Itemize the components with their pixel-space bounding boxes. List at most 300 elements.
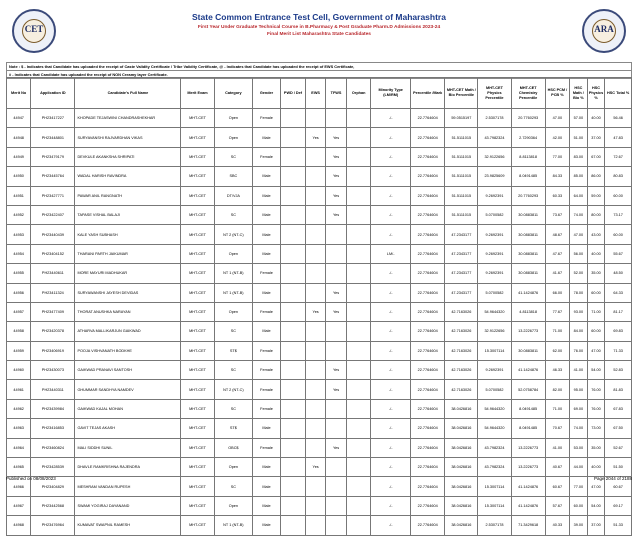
table-cell: 73.17 (605, 205, 632, 224)
table-cell: 71.3429618 (511, 516, 545, 535)
table-cell: Female (253, 147, 281, 166)
table-cell: MORE MAYURI MADHUKAR (75, 264, 181, 283)
table-cell: 44966 (7, 477, 31, 496)
table-cell: Yes (326, 361, 347, 380)
table-cell: 60.00 (570, 496, 588, 515)
table-cell: Yes (326, 438, 347, 457)
page-number: Page 2044 of 2188 (593, 476, 632, 481)
table-cell: 54.00 (587, 361, 605, 380)
table-cell: 51.5111015 (445, 167, 478, 186)
table-cell (347, 438, 371, 457)
table-cell (306, 244, 326, 263)
table-cell (347, 264, 371, 283)
table-cell: -/- (371, 264, 411, 283)
table-cell: 47.00 (570, 225, 588, 244)
table-cell: Female (253, 109, 281, 128)
table-cell: SURYAWANSHI JAYESH DEVIDAS (75, 283, 181, 302)
table-cell: Open (214, 128, 253, 147)
table-cell: Yes (306, 128, 326, 147)
table-cell (347, 322, 371, 341)
table-cell: 9.2692391 (478, 225, 511, 244)
table-cell: 15.3007114 (478, 477, 511, 496)
table-cell: THARANI PARTH JAIKUMAR (75, 244, 181, 263)
table-cell: 44954 (7, 244, 31, 263)
table-cell: 15.3007114 (478, 341, 511, 360)
table-cell: DHAVLE RAMKRISHNA RAJENDRA (75, 458, 181, 477)
table-cell: DT/VJA (214, 186, 253, 205)
table-cell: SURYAVANSHI RAJVARDHAN VIKAS (75, 128, 181, 147)
table-cell: -/- (371, 361, 411, 380)
table-cell: Open (214, 302, 253, 321)
table-cell: -/- (371, 109, 411, 128)
table-cell (306, 264, 326, 283)
table-row (7, 458, 632, 477)
page-header (0, 0, 638, 70)
table-cell: 77.00 (570, 477, 588, 496)
table-cell: 74.00 (570, 419, 588, 438)
table-cell: 41.1424876 (511, 496, 545, 515)
table-cell (306, 109, 326, 128)
merit-list-table (6, 77, 632, 536)
table-cell: 44963 (7, 419, 31, 438)
table-cell: 51.5111015 (445, 205, 478, 224)
table-cell: 47.2343177 (445, 225, 478, 244)
table-cell: Male (253, 128, 281, 147)
table-cell: 38.0426816 (445, 399, 478, 418)
table-cell: 62.00 (545, 341, 569, 360)
table-cell: NT 2 (NT-C) (214, 380, 253, 399)
table-cell: 44965 (7, 458, 31, 477)
table-cell: MESHRAM VANDAN RUPESH (75, 477, 181, 496)
table-cell: MALI SIDDHI SUNIL (75, 438, 181, 457)
table-cell: 41.1424876 (511, 283, 545, 302)
table-cell: 40.33 (545, 516, 569, 535)
table-cell: 54.9644320 (478, 419, 511, 438)
table-cell: Yes (326, 283, 347, 302)
table-cell: NT 2 (NT-C) (214, 225, 253, 244)
table-cell (306, 477, 326, 496)
table-cell: -/- (371, 477, 411, 496)
table-row (7, 361, 632, 380)
table-cell: Yes (306, 458, 326, 477)
table-cell: 22.7764604 (411, 128, 445, 147)
table-cell: 60.00 (587, 283, 605, 302)
table-cell: PH23440611 (31, 264, 75, 283)
table-cell: Male (253, 516, 281, 535)
note-line: # - Indicates that Candidate has uploaded the receipt of NON Creamy layer Certificate. (6, 71, 632, 79)
table-cell: -/- (371, 283, 411, 302)
column-header: HSC Math / Bio % (570, 78, 588, 109)
table-cell (280, 225, 305, 244)
table-cell: Yes (326, 147, 347, 166)
table-cell: 47.00 (587, 341, 605, 360)
table-cell: 60.67 (545, 477, 569, 496)
table-cell: Male (253, 244, 281, 263)
table-cell: MHT-CET (181, 419, 214, 438)
table-cell: 15.3007114 (478, 496, 511, 515)
table-cell: 2.5307178 (478, 109, 511, 128)
table-cell: 43.7982324 (478, 128, 511, 147)
table-cell: 8.8113818 (511, 147, 545, 166)
table-cell: OBC$ (214, 438, 253, 457)
table-cell (306, 322, 326, 341)
table-cell: 67.00 (587, 147, 605, 166)
table-cell (306, 361, 326, 380)
table-cell: 39.00 (570, 516, 588, 535)
table-row (7, 244, 632, 263)
table-cell: 56.46 (605, 109, 632, 128)
page-subtitle-list: Final Merit List Maharashtra State Candidates (267, 32, 371, 37)
table-cell: PH23479179 (31, 147, 75, 166)
table-cell (326, 264, 347, 283)
table-cell: 38.0426816 (445, 419, 478, 438)
table-cell: 20.7760293 (511, 109, 545, 128)
table-cell: Yes (326, 167, 347, 186)
table-cell: 44950 (7, 167, 31, 186)
table-cell: 22.7764604 (411, 496, 445, 515)
table-cell (280, 167, 305, 186)
table-cell: 44967 (7, 496, 31, 515)
table-cell: PH23448801 (31, 128, 75, 147)
table-cell: Yes (326, 302, 347, 321)
table-cell: MHT-CET (181, 147, 214, 166)
table-cell (347, 244, 371, 263)
table-cell: 22.7764604 (411, 516, 445, 535)
table-cell: 5.0700582 (478, 283, 511, 302)
table-cell: KHOPADE TEJASWINI CHANDRASHEKHAR (75, 109, 181, 128)
table-cell: -/- (371, 438, 411, 457)
table-cell (280, 458, 305, 477)
table-cell: 53.00 (570, 438, 588, 457)
table-cell: Male (253, 186, 281, 205)
table-cell: 41.00 (545, 438, 569, 457)
table-cell: 60.00 (605, 225, 632, 244)
table-cell: ST$ (214, 341, 253, 360)
column-header: Minority Type (LM/RM) (371, 78, 411, 109)
table-cell: 22.7764604 (411, 109, 445, 128)
table-cell: PH23430073 (31, 361, 75, 380)
table-cell: 35.00 (587, 264, 605, 283)
table-cell: GHUMMAR SANDHYA NAMDEV (75, 380, 181, 399)
table-cell: 60.00 (587, 322, 605, 341)
table-row (7, 399, 632, 418)
table-cell: 51.5111015 (445, 128, 478, 147)
table-cell: -/- (371, 225, 411, 244)
table-cell: 22.7764604 (411, 361, 445, 380)
table-cell: Male (253, 477, 281, 496)
table-cell: 52.0758784 (511, 380, 545, 399)
table-cell (306, 205, 326, 224)
table-cell: Female (253, 264, 281, 283)
table-cell: PH23404829 (31, 477, 75, 496)
table-cell: 22.7764604 (411, 341, 445, 360)
table-cell: 22.7764604 (411, 302, 445, 321)
table-cell: 44951 (7, 186, 31, 205)
table-cell: 22.7764604 (411, 477, 445, 496)
column-header: MHT-CET Math / Bio Percentile (445, 78, 478, 109)
column-header: MHT-CET Chemistry Percentile (511, 78, 545, 109)
table-cell: -/- (371, 186, 411, 205)
table-cell: 40.00 (587, 458, 605, 477)
table-cell: Female (253, 380, 281, 399)
published-date: Published on 08/08/2023 (6, 476, 56, 481)
table-cell: -/- (371, 167, 411, 186)
table-row (7, 419, 632, 438)
table-cell: PAWAR ANIL RANGNATH (75, 186, 181, 205)
table-cell: 13.2226773 (511, 458, 545, 477)
table-cell: Female (253, 361, 281, 380)
table-cell: PH23476964 (31, 516, 75, 535)
table-cell: 8.0491485 (511, 399, 545, 418)
table-cell (347, 205, 371, 224)
table-cell: MHT-CET (181, 109, 214, 128)
table-cell: 52.67 (605, 438, 632, 457)
table-cell: PH23406919 (31, 341, 75, 360)
table-cell (306, 516, 326, 535)
table-cell: Male (253, 322, 281, 341)
table-cell: 76.00 (570, 341, 588, 360)
table-cell: POOJA VISHVANATH BODKHE (75, 341, 181, 360)
table-cell: ATHARVA MALLIKARJUN GAIKWAD (75, 322, 181, 341)
table-cell: 22.7764604 (411, 419, 445, 438)
table-cell: 9.2692391 (478, 244, 511, 263)
table-cell: 44960 (7, 361, 31, 380)
table-cell: 83.00 (570, 147, 588, 166)
table-cell: 71.00 (545, 399, 569, 418)
table-cell: 22.7764604 (411, 399, 445, 418)
table-cell: 71.00 (587, 302, 605, 321)
table-cell: -/- (371, 496, 411, 515)
table-cell: 84.33 (545, 167, 569, 186)
table-cell: PH23427771 (31, 186, 75, 205)
table-cell (347, 399, 371, 418)
table-cell (306, 225, 326, 244)
table-cell: 66.00 (545, 283, 569, 302)
table-cell: 44968 (7, 516, 31, 535)
table-cell: MHT-CET (181, 322, 214, 341)
note-line: Note : $ - Indicates that Candidate has uploaded the receipt of Caste Validity Certificate / Tribe Validity Certificate, @ - Indicates that Candidate has uploaded the receipt of EWS Certificate, (6, 63, 632, 71)
table-cell: 42.7163026 (445, 341, 478, 360)
table-cell: 52.83 (605, 361, 632, 380)
table-cell (326, 477, 347, 496)
table-cell: 9.2692391 (478, 264, 511, 283)
table-cell: Female (253, 399, 281, 418)
table-cell: 22.7764604 (411, 225, 445, 244)
table-cell: 54.00 (587, 496, 605, 515)
table-cell: -/- (371, 302, 411, 321)
table-cell: 70.67 (545, 419, 569, 438)
column-header: MHT-CET Physics Percentile (478, 78, 511, 109)
table-cell: PH23422407 (31, 205, 75, 224)
table-cell: MHT-CET (181, 496, 214, 515)
table-cell (326, 399, 347, 418)
table-cell: Male (253, 205, 281, 224)
table-cell: ST$ (214, 419, 253, 438)
table-cell: 44955 (7, 264, 31, 283)
table-cell: 22.7764604 (411, 205, 445, 224)
table-cell: 44947 (7, 109, 31, 128)
table-cell: Yes (326, 186, 347, 205)
table-cell: 76.00 (587, 399, 605, 418)
table-cell: MHT-CET (181, 244, 214, 263)
table-cell: Male (253, 167, 281, 186)
table-cell: 22.7764604 (411, 283, 445, 302)
table-cell: 32.9122656 (478, 322, 511, 341)
page-subtitle-course: First Year Under Graduate Technical Course in B.Pharmacy & Post Graduate Pharm.D Admissions 2023-24 (197, 25, 441, 30)
table-cell: -/- (371, 128, 411, 147)
table-cell: 73.00 (587, 419, 605, 438)
table-cell: 47.00 (587, 477, 605, 496)
table-cell (280, 302, 305, 321)
table-cell: MHT-CET (181, 128, 214, 147)
table-cell: -/- (371, 380, 411, 399)
table-cell (347, 283, 371, 302)
table-cell: LM/- (371, 244, 411, 263)
table-cell: Yes (306, 302, 326, 321)
table-cell: -/- (371, 516, 411, 535)
table-cell: 93.00 (570, 302, 588, 321)
table-cell: SC (214, 147, 253, 166)
table-cell: 44964 (7, 438, 31, 457)
table-cell: 95.00 (570, 380, 588, 399)
table-cell (306, 380, 326, 399)
table-row (7, 496, 632, 515)
table-cell: 23.9825609 (478, 167, 511, 186)
table-cell: 22.7764604 (411, 458, 445, 477)
table-cell (326, 458, 347, 477)
table-cell (347, 128, 371, 147)
column-header: Percentile /Mark (411, 78, 445, 109)
table-cell: MHT-CET (181, 167, 214, 186)
column-header: Candidate's Full Name (75, 78, 181, 109)
table-cell: 60.33 (545, 186, 569, 205)
table-cell (280, 147, 305, 166)
table-cell: 32.9122656 (478, 147, 511, 166)
table-cell: 44952 (7, 205, 31, 224)
table-cell: 73.67 (545, 205, 569, 224)
table-cell (306, 399, 326, 418)
table-row (7, 516, 632, 535)
table-cell: SBC (214, 167, 253, 186)
table-cell: GAVIT TEJAS AKASH (75, 419, 181, 438)
table-cell: 5.0700582 (478, 380, 511, 399)
table-cell: 38.0426816 (445, 516, 478, 535)
table-cell: 51.50 (605, 458, 632, 477)
table-row (7, 322, 632, 341)
table-cell (306, 419, 326, 438)
table-cell: 54.9644320 (478, 399, 511, 418)
table-row (7, 341, 632, 360)
table-cell: -/- (371, 341, 411, 360)
table-cell: PH23442568 (31, 496, 75, 515)
table-cell: PH23417227 (31, 109, 75, 128)
table-cell (280, 361, 305, 380)
table-cell: 47.2343177 (445, 244, 478, 263)
table-cell: 4.8113818 (511, 302, 545, 321)
table-cell: MHT-CET (181, 225, 214, 244)
table-cell (280, 438, 305, 457)
table-cell: 59.00 (587, 186, 605, 205)
table-cell: KUMAVAT SWAPNIL RAMESH (75, 516, 181, 535)
table-cell: SC (214, 205, 253, 224)
table-cell: 22.7764604 (411, 167, 445, 186)
table-cell: PH23420378 (31, 322, 75, 341)
table-cell (280, 205, 305, 224)
table-cell (347, 496, 371, 515)
table-cell: PH23440439 (31, 225, 75, 244)
table-cell (347, 419, 371, 438)
table-row (7, 477, 632, 496)
table-cell: 51.33 (605, 516, 632, 535)
table-cell: 2.5307178 (478, 516, 511, 535)
table-cell: Male (253, 419, 281, 438)
table-cell: 47.83 (605, 128, 632, 147)
table-cell: -/- (371, 419, 411, 438)
table-cell: 30.0883811 (511, 264, 545, 283)
table-cell: PH23411324 (31, 283, 75, 302)
table-cell (280, 322, 305, 341)
table-cell: 47.00 (545, 109, 569, 128)
column-header: TFWS (326, 78, 347, 109)
table-cell: 47.2343177 (445, 264, 478, 283)
table-cell (306, 438, 326, 457)
table-cell: 8.0491485 (511, 167, 545, 186)
table-cell (326, 225, 347, 244)
table-cell: 86.00 (587, 167, 605, 186)
table-cell (306, 147, 326, 166)
table-cell (347, 341, 371, 360)
table-cell: 40.00 (587, 109, 605, 128)
table-cell: MHT-CET (181, 186, 214, 205)
table-cell: Open (214, 109, 253, 128)
table-cell (280, 380, 305, 399)
column-header: PWD / Def (280, 78, 305, 109)
table-cell: -/- (371, 322, 411, 341)
table-cell: 43.00 (587, 225, 605, 244)
table-cell: 20.7760293 (511, 186, 545, 205)
table-cell: 41.67 (545, 264, 569, 283)
table-cell: WADAL HARISH RAVINDRA (75, 167, 181, 186)
table-cell: PH23460824 (31, 438, 75, 457)
table-cell (280, 496, 305, 515)
table-cell: GAIKWAD KAJAL MOHAN (75, 399, 181, 418)
table-cell: 69.83 (605, 322, 632, 341)
table-cell: 85.00 (570, 167, 588, 186)
table-row (7, 380, 632, 399)
table-cell (326, 341, 347, 360)
table-cell: 2.7290364 (511, 128, 545, 147)
table-cell: 30.0883811 (511, 205, 545, 224)
table-cell: 38.0426816 (445, 477, 478, 496)
table-row (7, 205, 632, 224)
table-cell: 42.00 (545, 128, 569, 147)
table-cell: 57.00 (570, 109, 588, 128)
table-row (7, 128, 632, 147)
table-cell: 80.83 (605, 167, 632, 186)
table-cell: Male (253, 458, 281, 477)
table-cell: 60.00 (605, 186, 632, 205)
table-cell: 81.17 (605, 302, 632, 321)
table-cell: 43.7982324 (478, 458, 511, 477)
table-cell: MHT-CET (181, 380, 214, 399)
table-cell: 67.50 (605, 419, 632, 438)
table-cell: 57.67 (545, 496, 569, 515)
table-cell (347, 147, 371, 166)
table-cell: MHT-CET (181, 438, 214, 457)
table-cell: Male (253, 283, 281, 302)
table-cell: 22.7764604 (411, 264, 445, 283)
table-cell: Female (253, 302, 281, 321)
